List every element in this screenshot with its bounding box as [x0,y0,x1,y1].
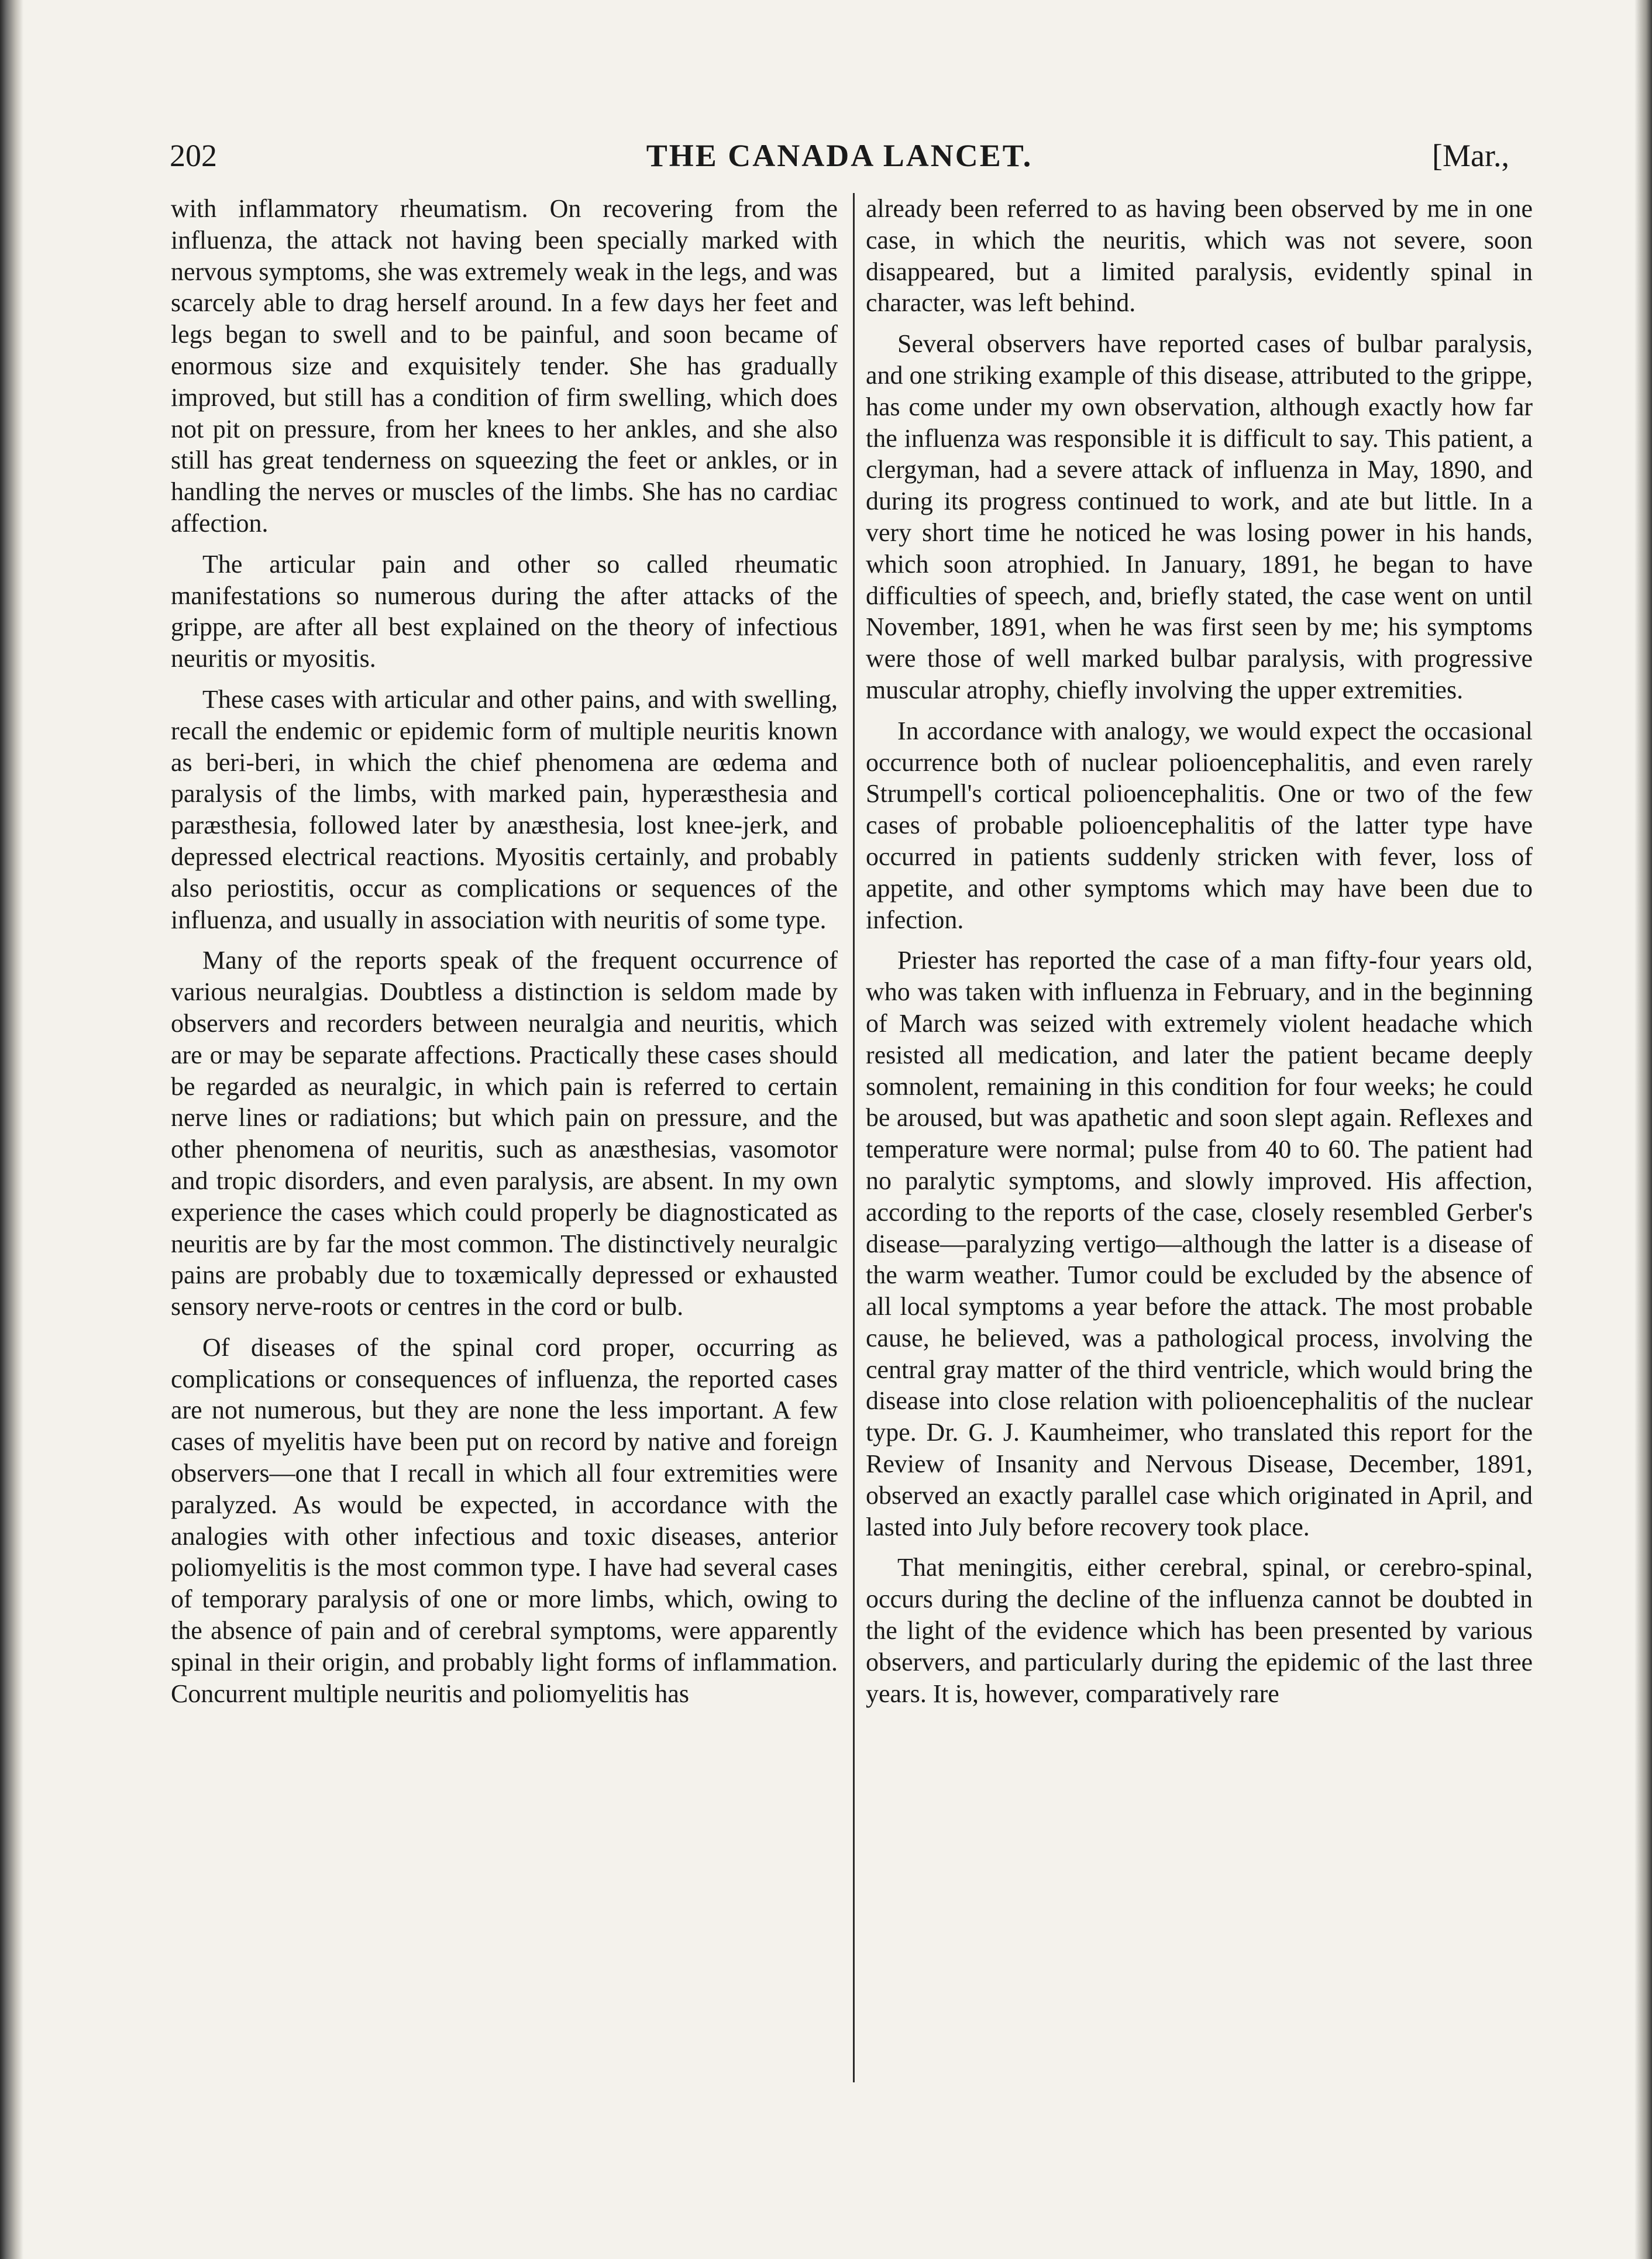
running-header [170,132,1509,178]
paragraph: That meningitis, either cerebral, spinal, or cerebro-spinal, occurs during the decline of the influenza cannot be doubted in the light of the evidence which has been presented by various observers, and particularly during the epidemic of the last three years. It is, however, comparatively rare [866,1553,1533,1708]
paragraph: Of diseases of the spinal cord proper, occurring as complications or consequences of influenza, the reported cases are not numerous, but they are none the less important. A few cases of myelitis have been put on record by native and foreign observers—one that I recall in which all four extremities were paralyzed. As would be expected, in accordance with the analogies with other infectious and toxic diseases, anterior poliomyelitis is the most common type. I have had several cases of temporary paralysis of one or more limbs, which, owing to the absence of pain and of cerebral symptoms, were apparently spinal in their origin, and probably light forms of inflammation. Concurrent multiple neuritis and poliomyelitis has [171,1332,838,1708]
right-column [866,193,1533,1719]
paragraph: These cases with articular and other pains, and with swelling, recall the endemic or epidemic form of multiple neuritis known as beri-beri, in which the chief phenomena are œdema and paralysis of the limbs, with marked pain, hyperæsthesia and paræsthesia, followed later by anæsthesia, lost knee-jerk, and depressed electrical reactions. Myositis certainly, and probably also periostitis, occur as complications or sequences of the influenza, and usually in association with neuritis of some type. [171,684,838,934]
left-column [171,193,838,1719]
paragraph: Many of the reports speak of the frequent occurrence of various neuralgias. Doubtless a distinction is seldom made by observers and recorders between neuralgia and neuritis, which are or may be separate affections. Practically these cases should be regarded as neuralgic, in which pain is referred to certain nerve lines or radiations; but which pain on pressure, and the other phenomena of neuritis, such as anæsthesias, vasomotor and tropic disorders, and even paralysis, are absent. In my own experience the cases which could properly be diagnosticated as neuritis are by far the most common. The distinctively neuralgic pains are probably due to toxæmically depressed or exhausted sensory nerve-roots or centres in the cord or bulb. [171,946,838,1321]
paragraph: The articular pain and other so called rheumatic manifestations so numerous during the after attacks of the grippe, are after all best explained on the theory of infectious neuritis or myositis. [171,549,838,673]
paragraph: In accordance with analogy, we would expect the occasional occurrence both of nuclear polioencephalitis, and even rarely Strumpell's cortical polioencephalitis. One or two of the few cases of probable polioencephalitis of the latter type have occurred in patients suddenly stricken with fever, loss of appetite, and other symptoms which may have been due to infection. [866,716,1533,934]
paragraph: already been referred to as having been observed by me in one case, in which the neuritis, which was not severe, soon disappeared, but a limited paralysis, evidently spinal in character, was left behind. [866,194,1533,318]
paragraph: Several observers have reported cases of bulbar paralysis, and one striking example of this disease, attributed to the grippe, has come under my own observation, although exactly how far the influenza was responsible it is difficult to say. This patient, a clergyman, had a severe attack of influenza in May, 1890, and during its progress continued to work, and ate but little. In a very short time he noticed he was losing power in his hands, which soon atrophied. In January, 1891, he began to have difficulties of speech, and, briefly stated, the case went on until November, 1891, when he was first seen by me; his symptoms were those of well marked bulbar paralysis, with progressive muscular atrophy, chiefly involving the upper extremities. [866,329,1533,704]
journal-title: THE CANADA LANCET. [646,138,1033,173]
page-number: 202 [170,138,217,173]
issue-label: [Mar., [1432,138,1509,173]
paragraph: with inflammatory rheumatism. On recovering from the influenza, the attack not having been specially marked with nervous symptoms, she was extremely weak in the legs, and was scarcely able to drag herself around. In a few days her feet and legs began to swell and to be painful, and soon became of enormous size and exquisitely tender. She has gradually improved, but still has a condition of firm swelling, which does not pit on pressure, from her knees to her ankles, and she also still has great tenderness on squeezing the feet or ankles, or in handling the nerves or muscles of the limbs. She has no cardiac affection. [171,194,838,538]
page-binding-edge [0,0,23,2259]
page-right-edge [1634,0,1652,2259]
paragraph: Priester has reported the case of a man fifty-four years old, who was taken with influenza in February, and in the beginning of March was seized with extremely violent headache which resisted all medication, and later the patient became deeply somnolent, remaining in this condition for four weeks; he could be aroused, but was apathetic and soon slept again. Reflexes and temperature were normal; pulse from 40 to 60. The patient had no paralytic symptoms, and slowly improved. His affection, according to the reports of the case, closely resembled Gerber's disease—paralyzing vertigo—although the latter is a disease of the warm weather. Tumor could be excluded by the absence of all local symptoms a year before the attack. The most probable cause, he believed, was a pathological process, involving the central gray matter of the third ventricle, which would bring the disease into close relation with polioencephalitis of the nuclear type. Dr. G. J. Kaumheimer, who translated this report for the Review of Insanity and Nervous Disease, December, 1891, observed an exactly parallel case which originated in April, and lasted into July before recovery took place. [866,946,1533,1541]
column-divider [853,193,855,2082]
